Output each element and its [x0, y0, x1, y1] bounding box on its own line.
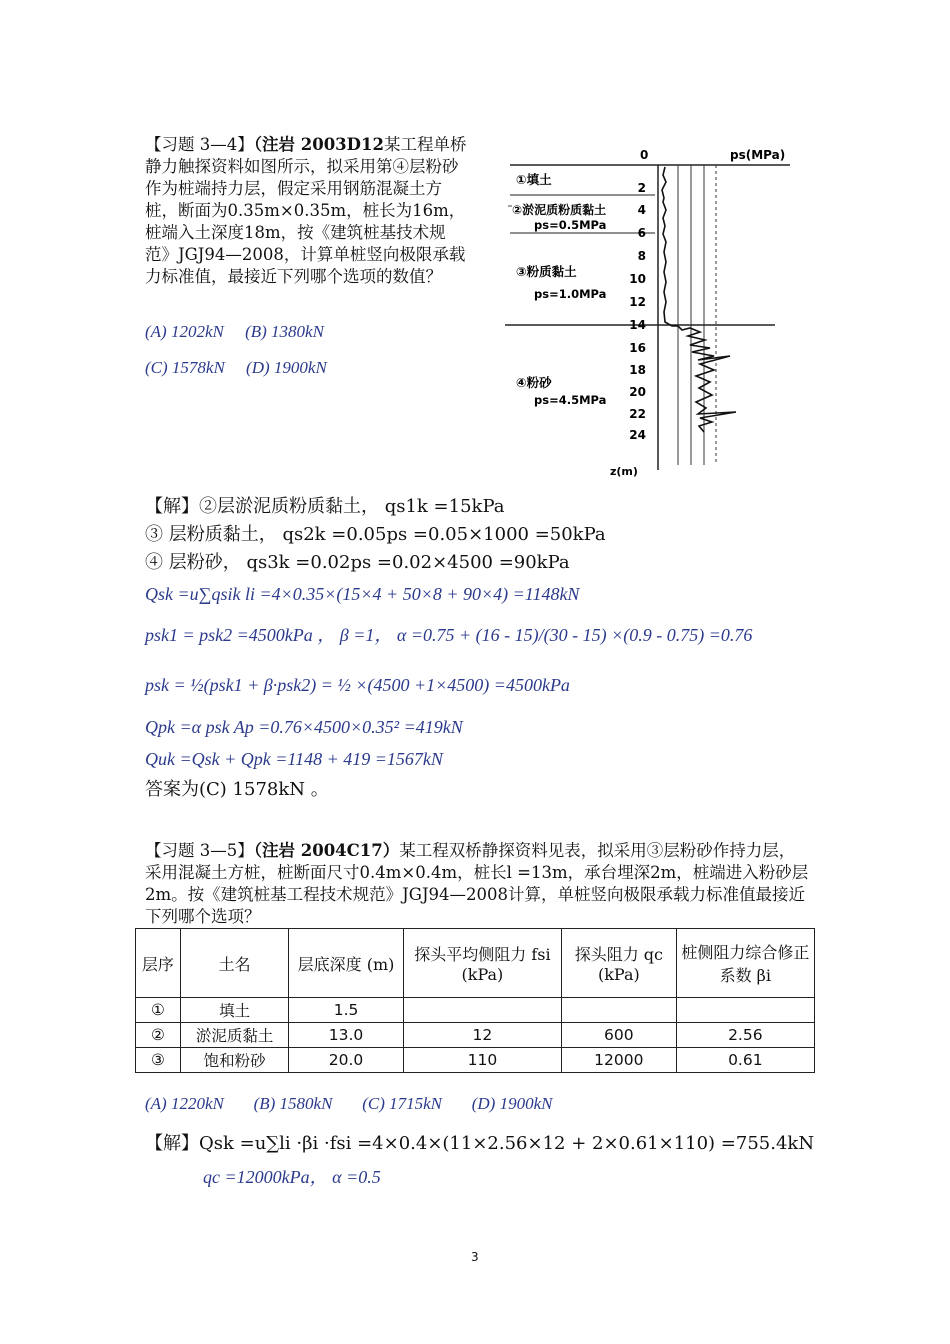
problem-tag: 【习题 3—4】: [145, 135, 254, 154]
problem-3-4-text: [145, 134, 470, 288]
tick-8: 8: [637, 249, 646, 263]
axis-ps-label: ps(MPa): [730, 148, 786, 162]
layer-2-name: ②淤泥质粉质黏土: [512, 203, 607, 217]
problem-body: 某工程双桥静探资料见表，拟采用③层粉砂作持力层，采用混凝土方桩，桩断面尺寸0.4m×0.4m，桩长l =13m，承台埋深2m，桩端进入粉砂层2m。按《建筑桩基工程技术规范》JGJ94—2008计算，单桩竖向极限承载力标准值最接近下列哪个选项？: [145, 841, 809, 926]
cell: 2.56: [676, 1023, 814, 1048]
header-cell: 层序: [136, 929, 181, 998]
page-number: 3: [471, 1250, 479, 1264]
header-cell: 探头平均侧阻力 fsi (kPa): [403, 929, 561, 998]
cpt-profile-figure: [500, 140, 800, 485]
cell: 1.5: [289, 998, 404, 1023]
problem-source: （注岩 2004C17）: [253, 841, 400, 860]
tick-20: 20: [629, 385, 646, 399]
tick-12: 12: [629, 295, 646, 309]
problem-3-5: [145, 840, 810, 928]
tick-4: 4: [637, 203, 646, 217]
solution-line-7: Qpk =α psk Ap =0.76×4500×0.35² =419kN: [145, 717, 463, 737]
cell: [403, 998, 561, 1023]
cell: 0.61: [676, 1048, 814, 1073]
table-row: [136, 998, 815, 1023]
layer-3-name: ③粉质黏土: [516, 264, 577, 279]
option-b: (B) 1380kN: [245, 322, 324, 341]
cell: [562, 998, 677, 1023]
solution-line-5: psk1 = psk2 =4500kPa ， β =1， α =0.75 + (16 - 15)/(30 - 15) ×(0.9 - 0.75) =0.76: [145, 625, 753, 645]
layer-1-name: ①填土: [516, 172, 552, 187]
problem-3-5-text: [145, 840, 810, 928]
solution-line-4: Qsk =u∑qsik li =4×0.35×(15×4 + 50×8 + 90×4) =1148kN: [145, 584, 580, 604]
cell: 110: [403, 1048, 561, 1073]
cell: 淤泥质黏土: [180, 1023, 288, 1048]
layer-2-ps: ps=0.5MPa: [534, 218, 607, 232]
layer-3-ps: ps=1.0MPa: [534, 287, 607, 301]
cell: ②: [136, 1023, 181, 1048]
tick-2: 2: [637, 181, 646, 195]
axis-z-label: z(m): [610, 465, 638, 478]
table-header-row: [136, 929, 815, 998]
problem-tag: 【习题 3—5】: [145, 841, 254, 860]
cell: 20.0: [289, 1048, 404, 1073]
answer-line: 答案为(C) 1578kN 。: [145, 779, 329, 800]
layer-4-ps: ps=4.5MPa: [534, 393, 607, 407]
cell: ③: [136, 1048, 181, 1073]
solution-line-6: psk = ½(psk1 + β·psk2) = ½ ×(4500 +1×4500) =4500kPa: [145, 675, 570, 695]
solution-line-8: Quk =Qsk + Qpk =1148 + 419 =1567kN: [145, 749, 443, 769]
table-row: [136, 1023, 815, 1048]
cell: 600: [562, 1023, 677, 1048]
tick-16: 16: [629, 341, 646, 355]
problem-body: 某工程单桥静力触探资料如图所示，拟采用第④层粉砂作为桩端持力层，假定采用钢筋混凝土方桩，断面为0.35m×0.35m，桩长为16m，桩端入土深度18m，按《建筑桩基技术规范》JGJ94—2008，计算单桩竖向极限承载力标准值，最接近下列哪个选项的数值？: [145, 135, 467, 286]
option-a: (A) 1220kN: [145, 1094, 224, 1113]
cell: 12: [403, 1023, 561, 1048]
axis-origin-label: 0: [640, 148, 649, 162]
tick-22: 22: [629, 407, 646, 421]
header-cell: 层底深度 (m): [289, 929, 404, 998]
problem-source: （注岩 2003D12: [253, 135, 384, 154]
option-c: (C) 1578kN: [145, 358, 225, 377]
header-cell: 土名: [180, 929, 288, 998]
cell: [676, 998, 814, 1023]
solution-line-2: ③ 层粉质黏土， qs2k =0.05ps =0.05×1000 =50kPa: [145, 524, 606, 545]
header-cell: 桩侧阻力综合修正系数 βi: [676, 929, 814, 998]
cell: 12000: [562, 1048, 677, 1073]
cell: 13.0: [289, 1023, 404, 1048]
cell: ①: [136, 998, 181, 1023]
solution2-line-2: qc =12000kPa， α =0.5: [203, 1167, 381, 1187]
solution2-line-1: 【解】Qsk =u∑li ·βi ·fsi =4×0.4×(11×2.56×12 + 2×0.61×110) =755.4kN: [145, 1133, 815, 1154]
ps-trace: [662, 167, 736, 432]
cell: 填土: [180, 998, 288, 1023]
solution-line-3: ④ 层粉砂， qs3k =0.02ps =0.02×4500 =90kPa: [145, 552, 570, 573]
solution-line-1: 【解】②层淤泥质粉质黏土， qs1k =15kPa: [145, 496, 505, 517]
tick-10: 10: [629, 272, 646, 286]
option-d: (D) 1900kN: [246, 358, 327, 377]
header-cell: 探头阻力 qc (kPa): [562, 929, 677, 998]
problem-3-5-options: [145, 1094, 552, 1114]
problem-3-4: [145, 134, 470, 288]
tick-14: 14: [629, 318, 646, 332]
option-a: (A) 1202kN: [145, 322, 224, 341]
table-row: [136, 1048, 815, 1073]
option-b: (B) 1580kN: [253, 1094, 333, 1113]
tick-18: 18: [629, 363, 646, 377]
problem-3-4-options: [145, 314, 475, 386]
tick-6: 6: [637, 226, 646, 240]
layer-4-name: ④粉砂: [516, 375, 552, 390]
cpt-data-table: [135, 928, 815, 1073]
depth-tick-labels: [629, 181, 646, 442]
option-c: (C) 1715kN: [362, 1094, 442, 1113]
tick-24: 24: [629, 428, 646, 442]
option-d: (D) 1900kN: [471, 1094, 553, 1113]
cell: 饱和粉砂: [180, 1048, 288, 1073]
